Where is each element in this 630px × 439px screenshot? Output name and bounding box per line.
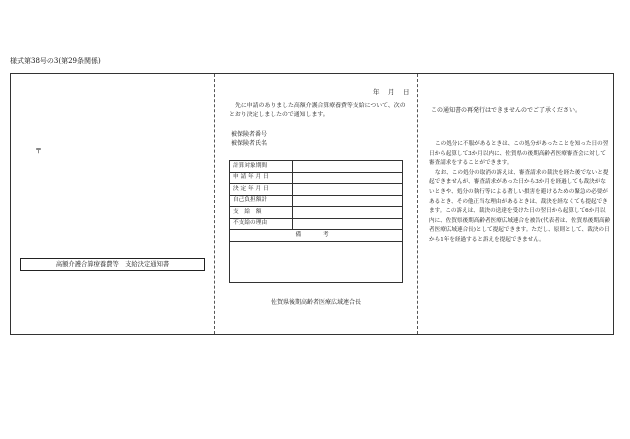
appeal-paragraph-2: なお、この処分の取消の訴えは、審査請求の裁決を経た後でないと提起できませんが、審査請求があった日から3か月を経過しても裁決がないときや、処分の執行等による著しい損害を避けるための緊急の必要があるとき、その他正当な理由があるときは、裁決を経なくても提起できます。この訴えは、裁決の送達を受けた日の翌日から起算して6か月以内に、佐賀県後期高齢者医療広域連合を被告(代表者は、佐賀県後期高齢者医療広域連合長)として提起できます。ただし、原則として、裁決の日から1年を経過すると訴えを提起できません。	[429, 169, 611, 243]
table-row	[230, 218, 403, 230]
fold-line-left	[214, 74, 215, 334]
row-label: 決 定 年 月 日	[230, 184, 293, 196]
remarks-body	[230, 241, 403, 282]
row-label: 計算対象期間	[230, 161, 293, 173]
date-line: 年 月 日	[373, 88, 411, 96]
insured-name-label: 被保険者氏名	[231, 140, 268, 147]
row-label: 自己負担額計	[230, 195, 293, 207]
row-value	[293, 172, 403, 184]
remarks-header-row	[230, 230, 403, 242]
issuer-name: 佐賀県後期高齢者医療広域連合長	[271, 299, 362, 306]
reissue-note: この通知書の再発行はできませんのでご了承ください。	[431, 107, 582, 114]
row-value	[293, 207, 403, 219]
appeal-paragraph-1: この処分に不服があるときは、この処分があったことを知った日の翌日から起算して3か月以内に、佐賀県の後期高齢者医療審査会に対して審査請求をすることができます。	[429, 141, 609, 167]
insured-number-label: 被保険者番号	[231, 131, 268, 138]
notice-sheet	[10, 73, 614, 335]
table-row	[230, 184, 403, 196]
row-label: 不支給の理由	[230, 218, 293, 230]
remarks-label: 備 考	[230, 230, 403, 242]
table-row	[230, 195, 403, 207]
appeal-notice	[429, 140, 611, 246]
table-row	[230, 207, 403, 219]
postal-mark: 〒	[35, 147, 42, 155]
payment-table	[229, 160, 403, 283]
form-title: 様式第38号の3(第29条関係)	[10, 57, 101, 65]
row-value	[293, 195, 403, 207]
remarks-body-row	[230, 241, 403, 282]
table-row	[230, 172, 403, 184]
table-row	[230, 161, 403, 173]
row-label: 支 給 額	[230, 207, 293, 219]
intro-text: 先に申請のありました高額介護合算療養費等支給について、次のとおり決定しましたので通知します。	[229, 103, 406, 118]
row-label: 申 請 年 月 日	[230, 172, 293, 184]
row-value	[293, 161, 403, 173]
notice-title-box: 高額介護合算療養費等 支給決定通知書	[20, 258, 205, 271]
row-value	[293, 184, 403, 196]
fold-line-right	[417, 74, 418, 334]
row-value	[293, 218, 403, 230]
